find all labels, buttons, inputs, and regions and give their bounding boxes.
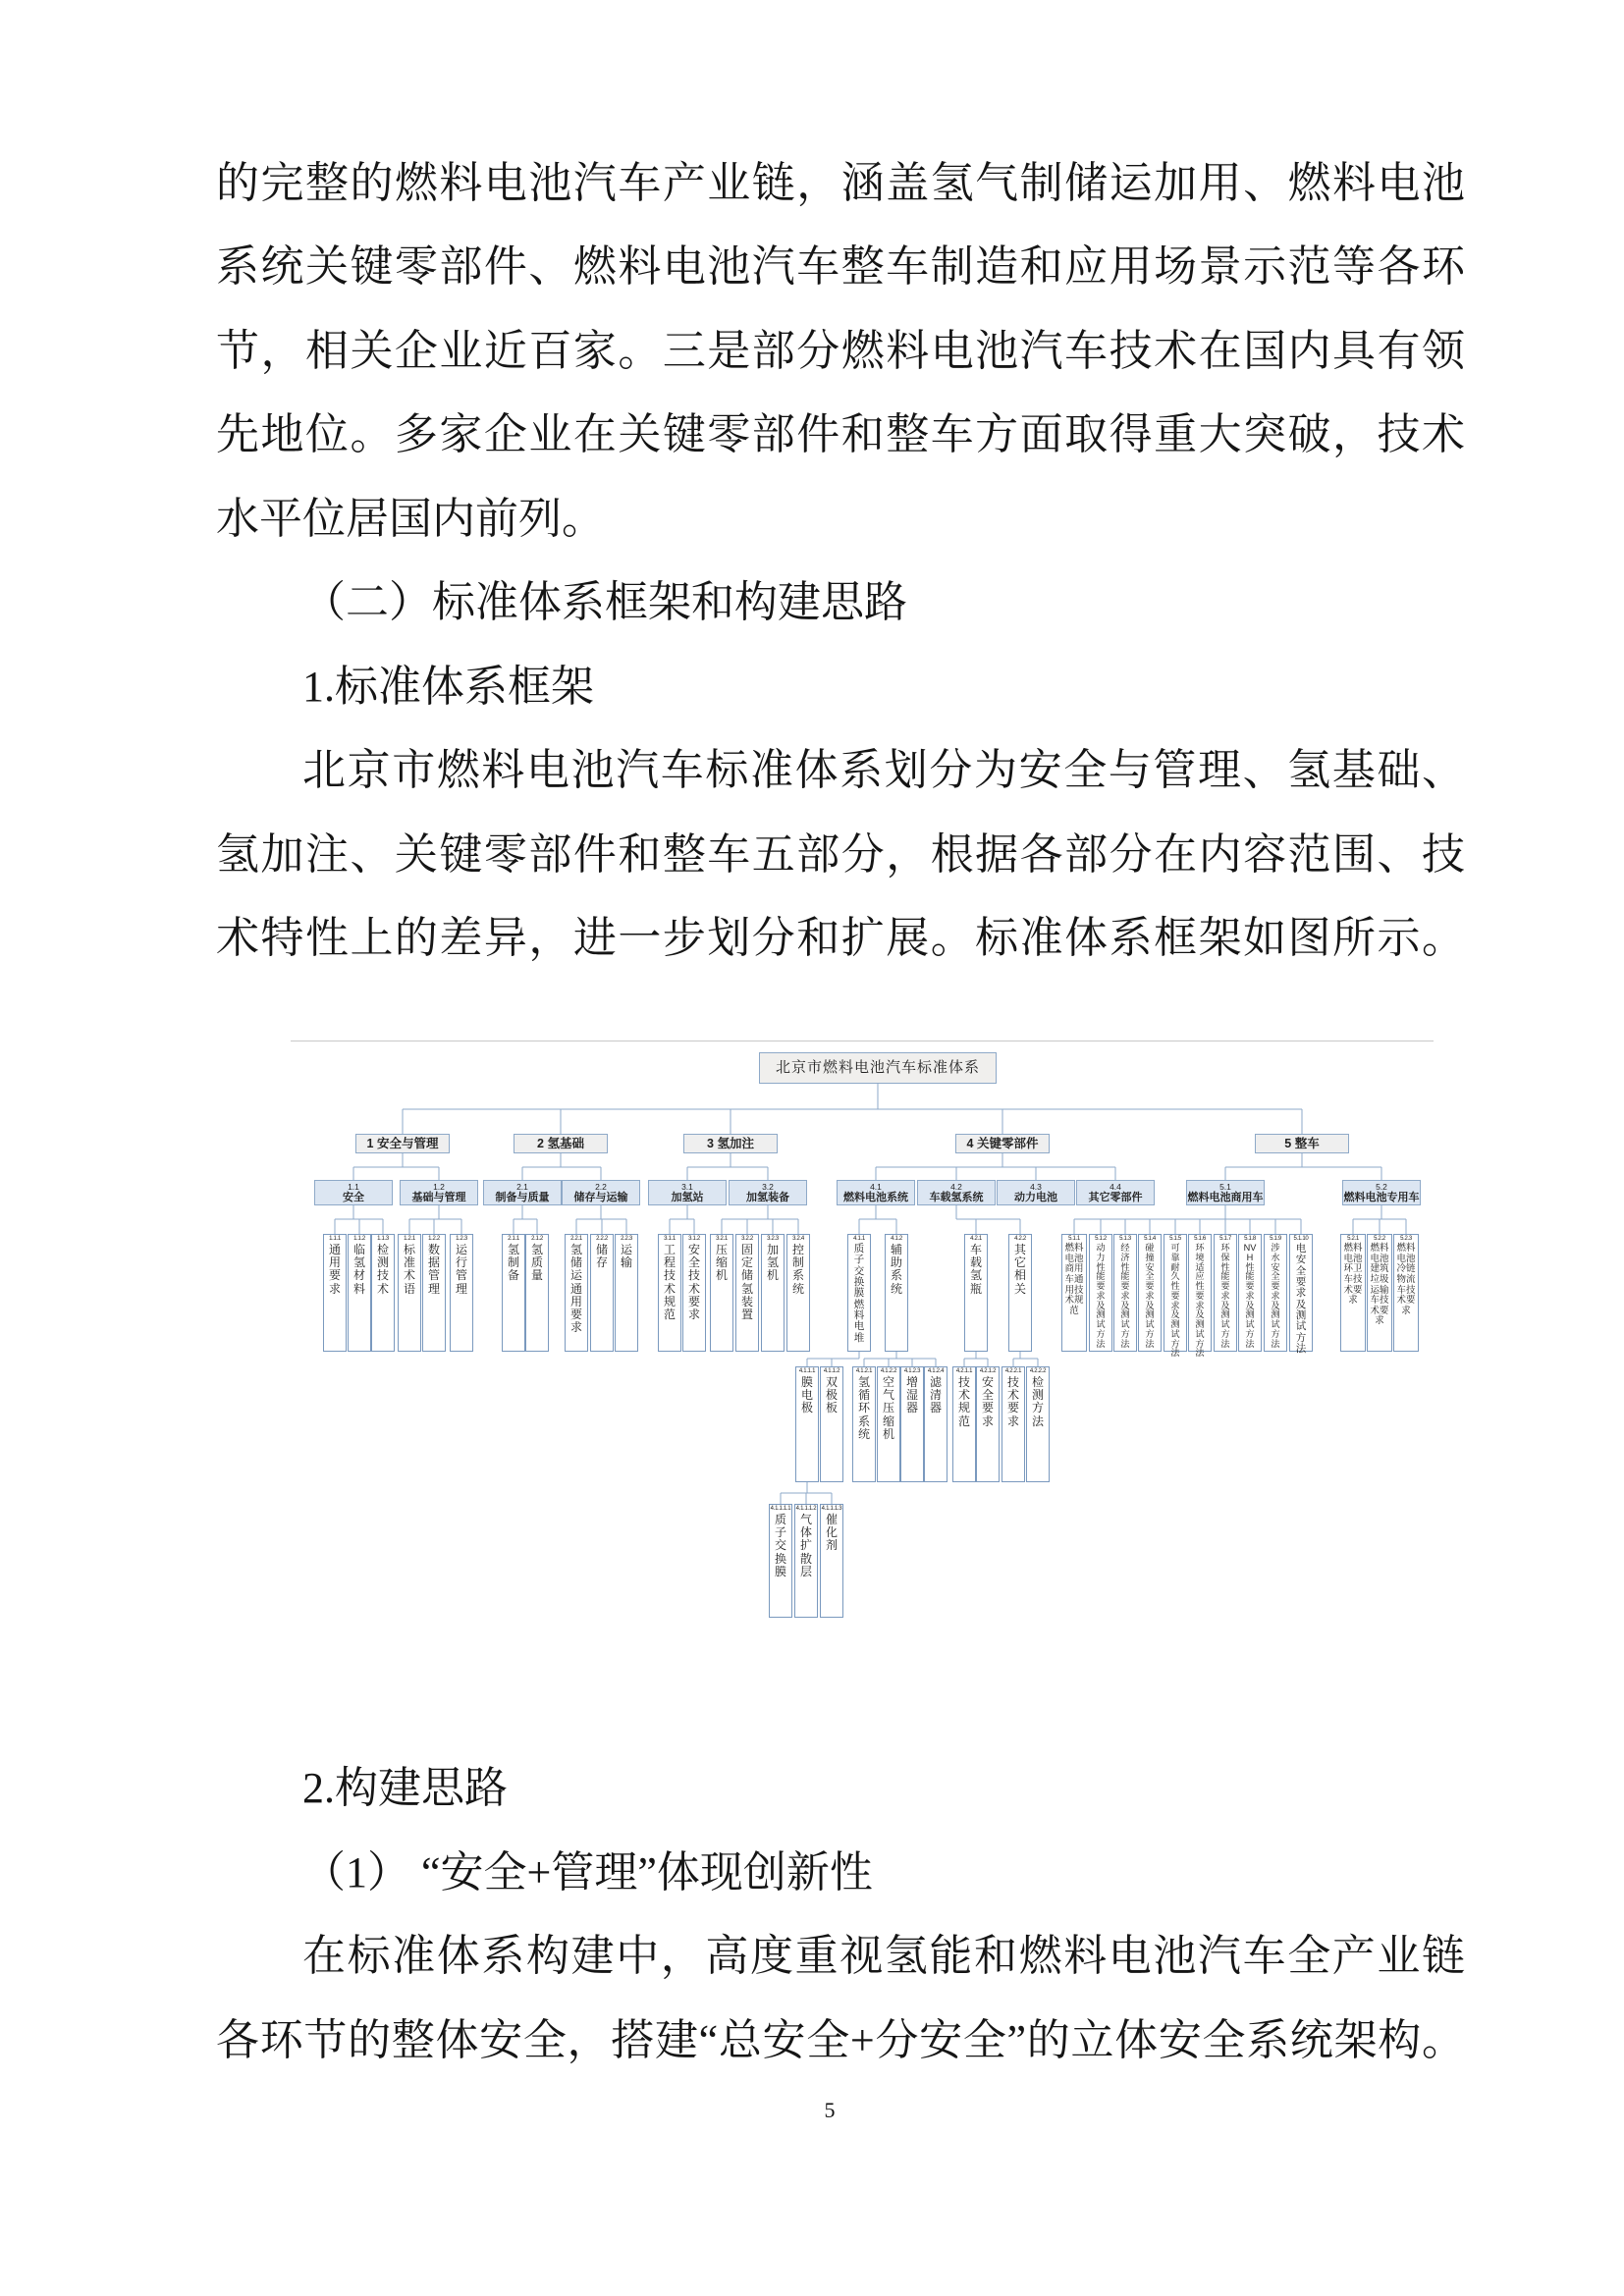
node-label: 滤清器	[929, 1375, 942, 1415]
diagram-node-2.2.1	[565, 1234, 588, 1352]
node-label: 安全	[343, 1192, 364, 1203]
node-number: 5.1.1	[1068, 1236, 1080, 1242]
diagram-node-4.2.2.1	[1001, 1366, 1025, 1482]
node-number: 1.1	[348, 1182, 359, 1192]
diagram-node-3.2.1	[710, 1234, 733, 1352]
diagram-node-2.1.2	[525, 1234, 549, 1352]
node-label: 辅助系统	[890, 1243, 902, 1296]
diagram-node-4.1.1.1	[795, 1366, 819, 1482]
diagram-node-3.1	[648, 1180, 727, 1205]
node-label: 燃料电池建筑垃圾运输车技术要求	[1370, 1243, 1389, 1327]
node-number: 4.1.1.1.2	[795, 1506, 817, 1512]
node-number: 4.2.1.2	[979, 1368, 997, 1374]
body-line: 先地位。多家企业在关键零部件和整车方面取得重大突破，技术	[216, 410, 1465, 458]
heading-level2: （二）标准体系框架和构建思路	[302, 578, 907, 626]
node-number: 5.1.6	[1194, 1236, 1206, 1242]
node-label: 其它相关	[1013, 1243, 1026, 1296]
diagram-node-5.1	[1186, 1180, 1265, 1205]
node-label: 环境适应性要求及测试方法	[1195, 1243, 1205, 1359]
node-label: 加氢机	[766, 1243, 779, 1283]
diagram-node-4.1.1.2	[820, 1366, 843, 1482]
diagram-node-4.2.2.2	[1026, 1366, 1050, 1482]
node-label: 碰撞安全要求及测试方法	[1145, 1243, 1155, 1349]
node-label: 增湿器	[905, 1375, 918, 1415]
body-line: 北京市燃料电池汽车标准体系划分为安全与管理、氢基础、	[302, 746, 1465, 794]
node-number: 5.1.5	[1169, 1236, 1181, 1242]
node-number: 4.1.2.4	[927, 1368, 945, 1374]
node-number: 4.2.1.1	[955, 1368, 973, 1374]
diagram-node-1.1.3	[371, 1234, 395, 1352]
node-number: 3.1.2	[688, 1236, 700, 1242]
node-label: 电安全要求及测试方法	[1295, 1243, 1307, 1355]
node-label: 燃料电池系统	[843, 1192, 908, 1203]
diagram-node-4.1.2	[885, 1234, 908, 1352]
node-number: 3.2.1	[716, 1236, 728, 1242]
heading-level3: 2.构建思路	[302, 1764, 508, 1812]
node-label: 可靠耐久性要求及测试方法	[1170, 1243, 1180, 1359]
node-label: 燃料电池专用车	[1343, 1192, 1420, 1203]
diagram-node-5: 5 整车	[1255, 1134, 1349, 1153]
diagram-node-1.1	[314, 1180, 393, 1205]
diagram-node-1.2.3	[450, 1234, 473, 1352]
node-label: 燃料电池商用车通用技术规范	[1064, 1243, 1084, 1316]
node-label: 通用要求	[328, 1243, 341, 1296]
node-label: 燃料电池冷链物流车技术要求	[1396, 1243, 1416, 1316]
node-number: 4.1.1.1.3	[821, 1506, 842, 1512]
node-number: 3.1.1	[664, 1236, 676, 1242]
diagram-node-3.1.1	[658, 1234, 681, 1352]
node-number: 5.1	[1219, 1182, 1231, 1192]
node-number: 2.2.2	[596, 1236, 608, 1242]
diagram-node-5.1.1	[1061, 1234, 1087, 1352]
node-number: 4.2.2	[1014, 1236, 1026, 1242]
diagram-node-2.1	[483, 1180, 562, 1205]
node-number: 4.4	[1110, 1182, 1121, 1192]
diagram-node-3.2.3	[761, 1234, 785, 1352]
node-number: 5.1.4	[1144, 1236, 1156, 1242]
diagram-node-4.2	[917, 1180, 996, 1205]
node-number: 3.2.3	[767, 1236, 779, 1242]
node-number: 5.1.9	[1270, 1236, 1281, 1242]
node-number: 4.2	[950, 1182, 962, 1192]
node-number: 5.1.10	[1293, 1236, 1309, 1242]
diagram-node-2.2	[562, 1180, 640, 1205]
node-number: 5.2	[1376, 1182, 1387, 1192]
node-label: 标准术语	[403, 1243, 415, 1296]
node-number: 4.1.2.3	[903, 1368, 921, 1374]
node-label: 车载氢系统	[929, 1192, 984, 1203]
node-number: 1.1.2	[353, 1236, 365, 1242]
diagram-node-3.2	[729, 1180, 807, 1205]
node-label: 氢循环系统	[857, 1375, 870, 1441]
body-line: 的完整的燃料电池汽车产业链，涵盖氢气制储运加用、燃料电池	[216, 159, 1465, 207]
node-label: 动力电池	[1014, 1192, 1057, 1203]
diagram-node-4.1.1.1.3	[820, 1504, 843, 1618]
diagram-node-5.2.2	[1367, 1234, 1392, 1352]
node-label: 安全技术要求	[687, 1243, 700, 1321]
body-line: 在标准体系构建中，高度重视氢能和燃料电池汽车全产业链	[302, 1932, 1465, 1980]
node-number: 4.1.1.1.1	[770, 1506, 791, 1512]
node-label: 空气压缩机	[882, 1375, 894, 1441]
diagram-node-root: 北京市燃料电池汽车标准体系	[759, 1052, 997, 1084]
diagram-node-2.2.2	[590, 1234, 614, 1352]
diagram-node-5.1.4	[1138, 1234, 1162, 1352]
diagram-node-2.1.1	[502, 1234, 525, 1352]
node-label: 氢制备	[507, 1243, 519, 1283]
node-number: 1.2.2	[428, 1236, 440, 1242]
diagram-node-4.1.1.1.2	[794, 1504, 818, 1618]
node-label: 质子交换膜燃料电堆	[853, 1243, 865, 1344]
heading-level3: 1.标准体系框架	[302, 663, 594, 711]
node-number: 4.1.2.2	[880, 1368, 897, 1374]
node-label: 氢质量	[530, 1243, 543, 1283]
node-label: 储存	[595, 1243, 608, 1270]
node-label: 控制系统	[791, 1243, 804, 1296]
node-number: 4.2.1	[970, 1236, 982, 1242]
node-label: 动力性能要求及测试方法	[1096, 1243, 1106, 1349]
node-number: 4.1	[870, 1182, 882, 1192]
node-number: 4.1.2	[891, 1236, 902, 1242]
node-number: 5.1.3	[1119, 1236, 1131, 1242]
node-number: 2.2.1	[570, 1236, 582, 1242]
node-number: 2.2.3	[621, 1236, 632, 1242]
node-label: 双极板	[825, 1375, 838, 1415]
diagram-node-1: 1 安全与管理	[355, 1134, 450, 1153]
diagram-node-5.1.2	[1089, 1234, 1112, 1352]
body-line: 水平位居国内前列。	[216, 495, 605, 543]
diagram-node-4.4	[1076, 1180, 1155, 1205]
node-number: 5.2.1	[1347, 1236, 1359, 1242]
node-number: 1.2.1	[404, 1236, 415, 1242]
node-number: 4.1.1.1	[798, 1368, 816, 1374]
diagram-node-5.1.5	[1164, 1234, 1187, 1359]
node-number: 2.1.1	[508, 1236, 519, 1242]
node-label: 燃料电池商用车	[1187, 1192, 1264, 1203]
diagram-node-4.1	[837, 1180, 915, 1205]
diagram-node-3.2.4	[786, 1234, 810, 1352]
node-number: 3.2.2	[741, 1236, 753, 1242]
node-label: 固定储氢装置	[740, 1243, 753, 1321]
diagram-node-1.2	[400, 1180, 478, 1205]
node-number: 5.2.3	[1400, 1236, 1412, 1242]
diagram-node-1.1.2	[348, 1234, 371, 1352]
body-line: 氢加注、关键零部件和整车五部分，根据各部分在内容范围、技	[216, 830, 1465, 879]
diagram-node-3.2.2	[735, 1234, 759, 1352]
node-number: 4.1.1.2	[823, 1368, 840, 1374]
diagram-node-4.1.2.2	[877, 1366, 900, 1482]
node-number: 2.2	[595, 1182, 607, 1192]
node-number: 1.1.3	[377, 1236, 389, 1242]
body-line: 各环节的整体安全，搭建“总安全+分安全”的立体安全系统架构。	[216, 2016, 1465, 2064]
diagram-node-4.1.1	[847, 1234, 871, 1352]
node-number: 5.1.2	[1095, 1236, 1107, 1242]
node-label: 制备与质量	[495, 1192, 550, 1203]
diagram-node-5.1.8	[1238, 1234, 1262, 1352]
node-number: 4.1.1	[853, 1236, 865, 1242]
body-line: 系统关键零部件、燃料电池汽车整车制造和应用场景示范等各环	[216, 242, 1465, 291]
node-label: 运行管理	[455, 1243, 467, 1296]
node-label: 检测技术	[376, 1243, 389, 1296]
node-number: 2.1	[516, 1182, 528, 1192]
node-label: 安全要求	[981, 1375, 994, 1428]
diagram-node-4.2.1.2	[976, 1366, 1000, 1482]
body-line: 术特性上的差异，进一步划分和扩展。标准体系框架如图所示。	[216, 914, 1465, 962]
node-label: 环保性能要求及测试方法	[1220, 1243, 1230, 1349]
node-label: 燃料电池环卫车技术要求	[1343, 1243, 1363, 1307]
diagram-node-5.2.1	[1340, 1234, 1366, 1352]
page-number: 5	[824, 2098, 836, 2122]
diagram-node-4.2.2	[1008, 1234, 1032, 1352]
node-label: 质子交换膜	[774, 1513, 786, 1578]
diagram-node-4.1.2.3	[900, 1366, 924, 1482]
diagram-node-1.2.2	[422, 1234, 446, 1352]
node-label: 技术要求	[1006, 1375, 1019, 1428]
diagram-node-2.2.3	[615, 1234, 638, 1352]
diagram-node-4.1.2.4	[924, 1366, 947, 1482]
node-number: 4.3	[1030, 1182, 1042, 1192]
node-number: 1.2.3	[456, 1236, 467, 1242]
diagram-node-5.2	[1342, 1180, 1421, 1205]
node-label: 经济性能要求及测试方法	[1120, 1243, 1130, 1349]
node-label: 加氢站	[671, 1192, 704, 1203]
diagram-node-5.1.9	[1264, 1234, 1287, 1352]
node-label: 压缩机	[715, 1243, 728, 1283]
node-number: 5.2.2	[1374, 1236, 1385, 1242]
node-label: 储存与运输	[573, 1192, 628, 1203]
node-label: 基础与管理	[411, 1192, 466, 1203]
diagram-node-1.2.1	[398, 1234, 421, 1352]
diagram-node-5.1.10	[1289, 1234, 1313, 1355]
node-label: NVH性能要求及测试方法	[1243, 1243, 1257, 1349]
node-label: 技术规范	[957, 1375, 970, 1428]
diagram-node-5.2.3	[1393, 1234, 1419, 1352]
diagram-node-2: 2 氢基础	[514, 1134, 608, 1153]
node-number: 2.1.2	[531, 1236, 543, 1242]
node-label: 气体扩散层	[799, 1513, 812, 1578]
node-label: 工程技术规范	[663, 1243, 676, 1321]
diagram-node-1.1.1	[323, 1234, 347, 1352]
node-label: 膜电极	[800, 1375, 813, 1415]
node-number: 5.1.8	[1244, 1236, 1256, 1242]
body-line: 节，相关企业近百家。三是部分燃料电池汽车技术在国内具有领	[216, 327, 1465, 375]
node-number: 5.1.7	[1219, 1236, 1231, 1242]
node-label: 运输	[620, 1243, 632, 1270]
node-number: 4.2.2.1	[1004, 1368, 1022, 1374]
diagram-node-4.3	[997, 1180, 1075, 1205]
node-label: 加氢装备	[746, 1192, 789, 1203]
diagram-node-5.1.7	[1214, 1234, 1237, 1352]
diagram-node-4.2.1	[964, 1234, 988, 1352]
node-label: 检测方法	[1031, 1375, 1044, 1428]
heading-level4: （1） “安全+管理”体现创新性	[302, 1848, 873, 1896]
node-number: 1.1.1	[329, 1236, 341, 1242]
diagram-node-4.1.2.1	[852, 1366, 876, 1482]
node-number: 3.2.4	[792, 1236, 804, 1242]
node-number: 1.2	[433, 1182, 445, 1192]
node-label: 涉水安全要求及测试方法	[1271, 1243, 1280, 1349]
diagram-node-4.1.1.1.1	[769, 1504, 792, 1618]
node-label: 临氢材料	[352, 1243, 365, 1296]
node-label: 催化剂	[825, 1513, 838, 1553]
diagram-node-3.1.2	[682, 1234, 706, 1352]
diagram-node-5.1.3	[1113, 1234, 1137, 1352]
node-label: 车载氢瓶	[969, 1243, 982, 1296]
diagram-node-4.2.1.1	[952, 1366, 976, 1482]
node-label: 氢储运通用要求	[569, 1243, 582, 1335]
node-label: 其它零部件	[1088, 1192, 1143, 1203]
node-label: 数据管理	[427, 1243, 440, 1296]
node-number: 4.2.2.2	[1029, 1368, 1047, 1374]
node-number: 3.1	[681, 1182, 693, 1192]
node-number: 3.2	[762, 1182, 774, 1192]
node-number: 4.1.2.1	[855, 1368, 873, 1374]
diagram-node-5.1.6	[1188, 1234, 1212, 1359]
diagram-node-4: 4 关键零部件	[955, 1134, 1050, 1153]
diagram-node-3: 3 氢加注	[683, 1134, 778, 1153]
